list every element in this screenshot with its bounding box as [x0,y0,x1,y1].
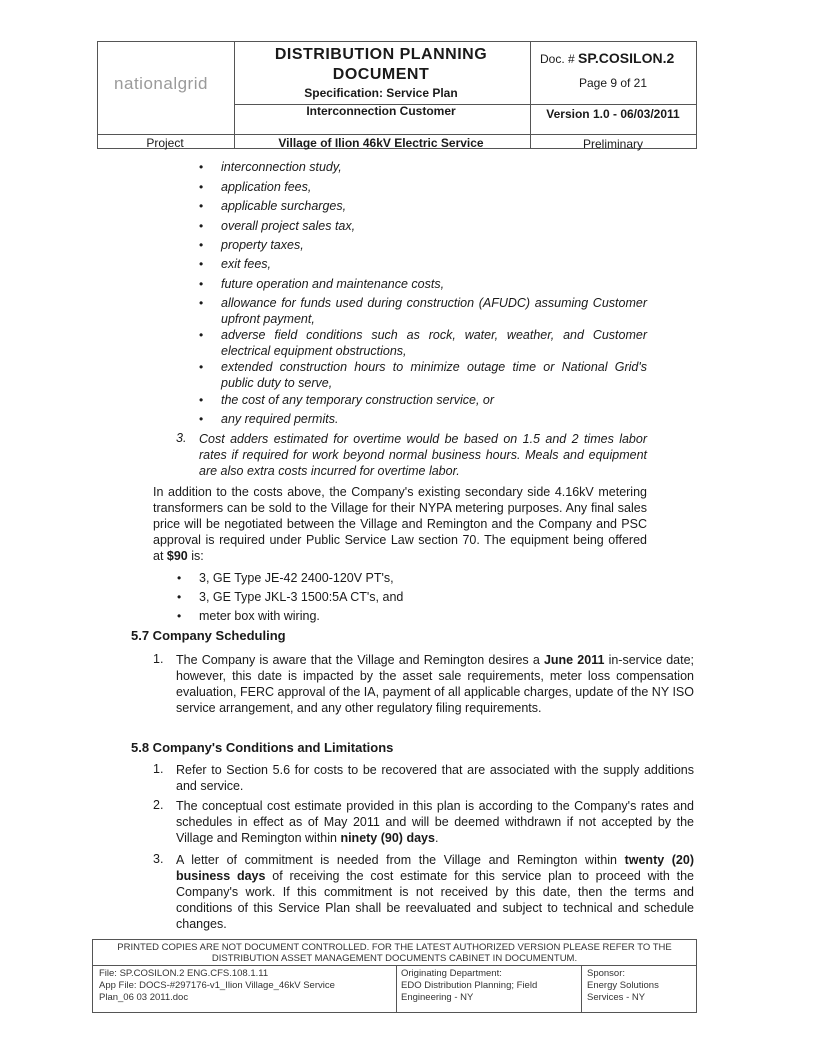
bullet-icon: • [199,277,204,291]
project-name: Village of Ilion 46kV Electric Service [278,136,484,150]
customer-type: Interconnection Customer [306,104,456,118]
list-item: extended construction hours to minimize outage time or National Grid's public duty to serve, [221,360,647,390]
bullet-icon: • [199,393,204,407]
status-label: Preliminary [582,137,643,151]
bullet-icon: • [177,609,182,623]
bullet-icon: • [199,219,204,233]
condition-item: The conceptual cost estimate provided in this plan is according to the Company's rates and schedules in effect as of May 2011 and will be deemed withdrawn if not accepted by the Village and Remington within ninety (90) days. [176,799,694,845]
condition-item: Refer to Section 5.6 for costs to be recovered that are associated with the supply additions and service. [176,763,694,793]
list-item: interconnection study, [221,160,342,174]
bullet-icon: • [199,296,204,310]
bullet-icon: • [199,160,204,174]
footer-originating-department: Originating Department: EDO Distribution Planning; Field Engineering - NY [401,968,538,1003]
list-item: property taxes, [221,238,304,252]
version-label: Version 1.0 - 06/03/2011 [546,107,680,121]
bullet-icon: • [199,412,204,426]
page-number: Page 9 of 21 [578,76,648,90]
item-number: 3. [153,852,164,866]
footer-notice-line: PRINTED COPIES ARE NOT DOCUMENT CONTROLLED. FOR THE LATEST AUTHORIZED VERSION PLEASE REFER TO THE [117,942,672,953]
list-item: exit fees, [221,257,272,271]
list-item: the cost of any temporary construction service, or [221,393,495,407]
bullet-icon: • [199,257,204,271]
list-item: 3, GE Type JE-42 2400-120V PT's, [199,571,394,585]
section-heading-5-8: 5.8 Company's Conditions and Limitations [131,740,394,755]
bullet-icon: • [199,328,204,342]
company-logo: nationalgrid [114,74,208,93]
scheduling-item: The Company is aware that the Village and Remington desires a June 2011 in-service date; however, this date is impacted by the asset sale requirements, meter loss compensation evaluation, FERC approval of the IA, payment of all applicable charges, update of the NY ISO service arrangement, and any other regulatory filing requirements. [176,653,695,715]
list-item: allowance for funds used during construction (AFUDC) assuming Customer upfront payment, [221,296,647,326]
footer-sponsor: Sponsor: Energy Solutions Services - NY [587,968,659,1003]
item-number: 3. [176,431,187,445]
bullet-icon: • [177,590,182,604]
item-number: 1. [153,652,164,666]
bullet-icon: • [199,199,204,213]
bullet-icon: • [199,238,204,252]
document-footer [92,939,697,1013]
list-item: future operation and maintenance costs, [221,277,445,291]
section-heading-5-7: 5.7 Company Scheduling [131,628,286,643]
list-item: overall project sales tax, [221,219,356,233]
list-item: any required permits. [221,412,339,426]
condition-item: A letter of commitment is needed from the Village and Remington within twenty (20) business days of receiving the cost estimate for this service plan to proceed with the Company's work. If this commitment is not received by this date, then the terms and conditions of this Service Plan shall be reevaluated and subject to technical and schedule changes. [176,853,695,931]
item-number: 1. [153,762,164,776]
list-item: meter box with wiring. [199,609,320,623]
bullet-icon: • [199,180,204,194]
footer-notice-line: DISTRIBUTION ASSET MANAGEMENT DOCUMENTS CABINET IN DOCUMENTUM. [211,953,578,964]
doc-number: Doc. # SP.COSILON.2 [540,50,675,66]
footer-file-info: File: SP.COSILON.2 ENG.CFS.108.1.11 App File: DOCS-#297176-v1_Ilion Village_46kV Service Plan_06 03 2011.doc [99,968,335,1003]
project-label: Project [146,136,184,150]
document-subtitle: Specification: Service Plan [304,86,458,100]
bullet-icon: • [199,360,204,374]
bullet-icon: • [177,571,182,585]
document-title: DISTRIBUTION PLANNING DOCUMENT [274,46,488,83]
item-number: 2. [153,798,164,812]
list-item: 3, GE Type JKL-3 1500:5A CT's, and [199,590,404,604]
metering-transformers-paragraph: In addition to the costs above, the Company's existing secondary side 4.16kV metering transformers can be sold to the Village for their NYPA metering purposes. Any final sales price will be negotiated between the Village and Remington and the Company and PSC approval is required under Public Service Law section 70. The equipment being offered at $90 is: [153,485,647,563]
offered-price: $90 [166,549,188,563]
overtime-cost-note: Cost adders estimated for overtime would be based on 1.5 and 2 times labor rates if required for work beyond normal business hours. Meals and equipment are also extra costs incurred for overtime labor. [199,432,647,478]
list-item: applicable surcharges, [221,199,347,213]
list-item: application fees, [221,180,312,194]
list-item: adverse field conditions such as rock, water, weather, and Customer electrical equipment obstructions, [221,328,647,358]
